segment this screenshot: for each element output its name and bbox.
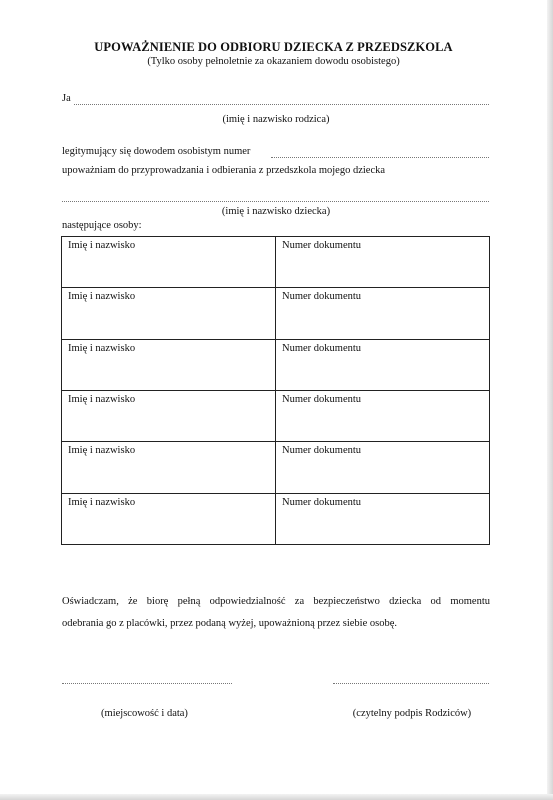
document-title: UPOWAŻNIENIE DO ODBIORU DZIECKA Z PRZEDSZKOLA	[94, 40, 453, 54]
authorized-persons-table	[61, 236, 490, 545]
declaration-line-2: odebrania go z placówki, przez podaną wyżej, upoważnioną przez siebie osobę.	[62, 618, 397, 629]
place-date-caption: (miejscowość i data)	[101, 708, 188, 719]
table-row	[62, 493, 490, 544]
id-number-field[interactable]	[271, 157, 489, 158]
ja-label: Ja	[62, 93, 71, 104]
person-document-cell[interactable]: Numer dokumentu	[276, 442, 490, 493]
person-name-cell[interactable]: Imię i nazwisko	[62, 442, 276, 493]
page-edge-right	[547, 0, 553, 800]
signature-field[interactable]	[333, 683, 489, 684]
person-name-cell[interactable]: Imię i nazwisko	[62, 288, 276, 339]
authorize-text: upoważniam do przyprowadzania i odbierania z przedszkola mojego dziecka	[62, 165, 386, 176]
person-name-cell[interactable]: Imię i nazwisko	[62, 493, 276, 544]
parent-name-field[interactable]	[74, 104, 489, 105]
table-row	[62, 339, 490, 390]
document-subtitle: (Tylko osoby pełnoletnie za okazaniem dowodu osobistego)	[147, 56, 400, 67]
person-document-cell[interactable]: Numer dokumentu	[276, 493, 490, 544]
child-name-field[interactable]	[62, 201, 489, 202]
person-document-cell[interactable]: Numer dokumentu	[276, 339, 490, 390]
table-row	[62, 288, 490, 339]
parent-name-caption: (imię i nazwisko rodzica)	[222, 114, 330, 125]
table-row	[62, 442, 490, 493]
person-name-cell[interactable]: Imię i nazwisko	[62, 339, 276, 390]
declaration-line-1: Oświadczam, że biorę pełną odpowiedzialność za bezpieczeństwo dziecka od momentu	[62, 596, 490, 607]
declaration-paragraph	[62, 591, 490, 635]
person-name-cell[interactable]: Imię i nazwisko	[62, 390, 276, 441]
person-name-cell[interactable]: Imię i nazwisko	[62, 237, 276, 288]
id-number-label: legitymujący się dowodem osobistym numer	[62, 146, 251, 157]
person-document-cell[interactable]: Numer dokumentu	[276, 390, 490, 441]
page-edge-bottom	[0, 794, 553, 800]
table-row	[62, 237, 490, 288]
signature-caption: (czytelny podpis Rodziców)	[352, 708, 472, 719]
person-document-cell[interactable]: Numer dokumentu	[276, 237, 490, 288]
person-document-cell[interactable]: Numer dokumentu	[276, 288, 490, 339]
child-name-caption: (imię i nazwisko dziecka)	[221, 206, 331, 217]
following-persons-label: następujące osoby:	[62, 220, 142, 231]
table-row	[62, 390, 490, 441]
place-date-field[interactable]	[62, 683, 232, 684]
